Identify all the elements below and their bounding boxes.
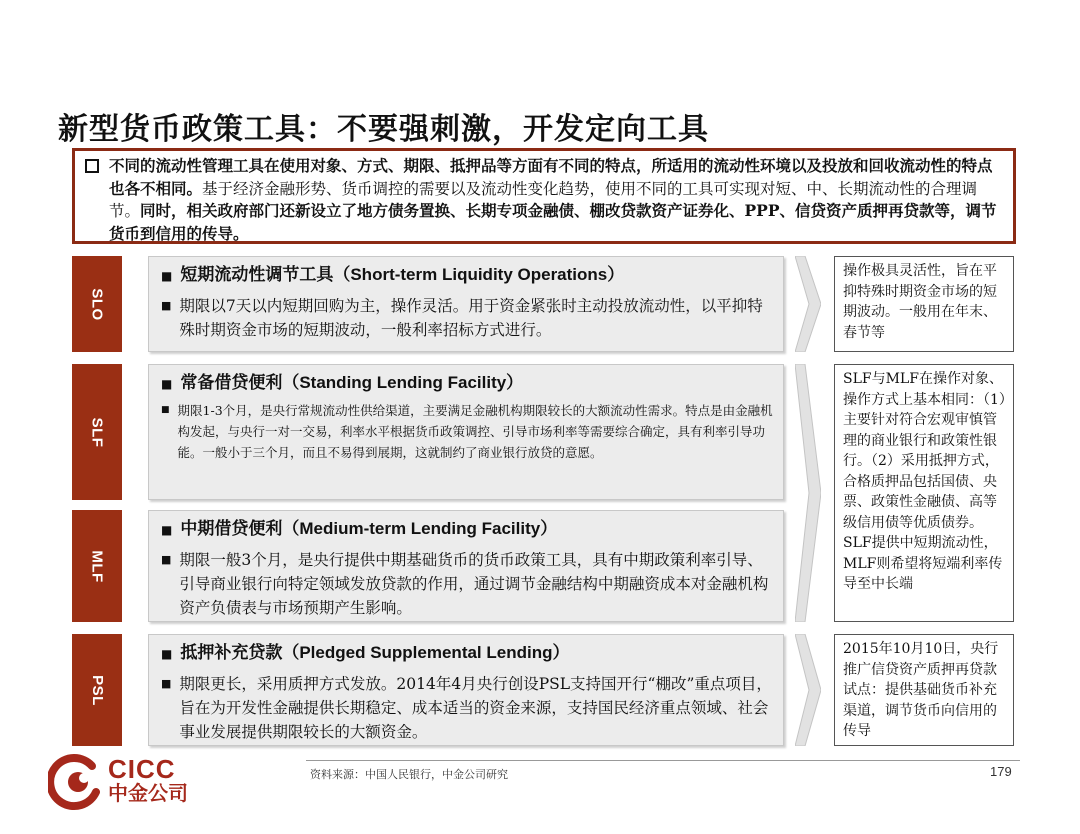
panel-body (161, 294, 773, 342)
tab-slf (72, 364, 122, 500)
panel-mlf (148, 510, 784, 622)
panel-body (161, 400, 773, 463)
note-slf-mlf: SLF与MLF在操作对象、操作方式上基本相同：（1）主要针对符合宏观审慎管理的商业银行和政策性银行。（2）采用抵押方式，合格质押品包括国债、央票、政策性金融债、高等级信用债等优质债券。SLF提供中短期流动性，MLF则希望将短端利率传导至中长端 (834, 364, 1014, 622)
panel-slf (148, 364, 784, 500)
bullet-icon: ■ (161, 405, 170, 415)
panel-body (161, 672, 773, 744)
bullet-icon: ■ (161, 647, 173, 661)
bullet-icon: ■ (161, 523, 173, 537)
bullet-icon: ■ (161, 677, 172, 690)
panel-heading (161, 517, 773, 542)
body-text: 期限1-3个月，是央行常规流动性供给渠道，主要满足金融机构期限较长的大额流动性需求。特点是由金融机构发起，与央行一对一交易，利率水平根据货币政策调控、引导市场利率等需要综合确定，具有利率引导功能。一般小于三个月，而且不易得到展期，这就制约了商业银行放贷的意愿。 (177, 403, 773, 460)
source-note: 资料来源：中国人民银行，中金公司研究 (310, 768, 508, 781)
bullet-icon: ■ (161, 299, 172, 312)
heading-cn: 短期流动性调节工具 (180, 265, 334, 285)
note-psl: 2015年10月10日，央行推广信贷资产质押再贷款试点：提供基础货币补充渠道，调节货币向信用的传导 (834, 634, 1014, 746)
panel-psl (148, 634, 784, 746)
body-text: 期限一般3个月，是央行提供中期基础货币的货币政策工具，具有中期政策利率引导、引导商业银行向特定领域发放贷款的作用，通过调节金融结构中期融资成本对金融机构资产负债表与市场预期产生影响。 (179, 551, 769, 617)
bullet-icon: ■ (161, 553, 172, 566)
logo-en: CICC (108, 754, 176, 784)
tab-psl (72, 634, 122, 746)
note-slo: 操作极具灵活性，旨在平抑特殊时期资金市场的短期波动。一般用在年末、春节等 (834, 256, 1014, 352)
intro-bold-1: 不同的流动性管理工具在使用对象、方式、期限、抵押品等方面有不同的特点，所适用的流动性环境以及投放和回收流动性的特点也各不相同。 (109, 156, 993, 198)
intro-bold-2: 同时，相关政府部门还新设立了地方债务置换、长期专项金融债、棚改贷款资产证券化、PPP、信贷资产质押再贷款等，调节货币到信用的传导。 (109, 201, 997, 243)
page-number: 179 (990, 764, 1012, 779)
heading-cn: 中期借贷便利 (180, 519, 283, 539)
bullet-icon: ■ (161, 269, 173, 283)
chevron-right-icon (795, 256, 821, 352)
panel-heading (161, 371, 773, 396)
tab-label: SLF (88, 417, 106, 447)
tab-label: MLF (88, 549, 106, 583)
tab-label: PSL (88, 674, 106, 706)
heading-en: （Medium-term Lending Facility） (282, 519, 558, 538)
heading-cn: 常备借贷便利 (180, 373, 283, 393)
body-text: 期限以7天以内短期回购为主，操作灵活。用于资金紧张时主动投放流动性，以平抑特殊时期资金市场的短期波动，一般利率招标方式进行。 (179, 297, 763, 339)
intro-normal: 基于经济金融形势、货币调控的需要以及流动性变化趋势，使用不同的工具可实现对短、中、长期流动性的合理调节。 (109, 179, 978, 220)
heading-en: （Standing Lending Facility） (282, 373, 524, 392)
chevron-right-icon (795, 634, 821, 746)
heading-en: （Pledged Supplemental Lending） (282, 643, 570, 662)
panel-body (161, 548, 773, 620)
bullet-icon: ■ (161, 377, 173, 391)
panel-heading (161, 263, 773, 288)
logo-wordmark (108, 756, 188, 806)
checkbox-icon (85, 159, 99, 173)
body-text: 期限更长，采用质押方式发放。2014年4月央行创设PSL支持国开行“棚改”重点项目，旨在为开发性金融提供长期稳定、成本适当的资金来源，支持国民经济重点领域、社会事业发展提供期限较长的大额资金。 (179, 675, 772, 741)
logo-cn: 中金公司 (108, 783, 188, 805)
footer-divider (306, 760, 1020, 761)
tab-slo (72, 256, 122, 352)
panel-slo (148, 256, 784, 352)
heading-cn: 抵押补充贷款 (180, 643, 283, 663)
page-title: 新型货币政策工具：不要强刺激，开发定向工具 (58, 112, 709, 147)
intro-box (72, 148, 1016, 244)
tab-mlf (72, 510, 122, 622)
heading-en: （Short-term Liquidity Operations） (333, 265, 625, 284)
cicc-logo-icon (48, 752, 108, 812)
chevron-right-icon (795, 364, 821, 622)
tab-label: SLO (88, 287, 106, 321)
panel-heading (161, 641, 773, 666)
